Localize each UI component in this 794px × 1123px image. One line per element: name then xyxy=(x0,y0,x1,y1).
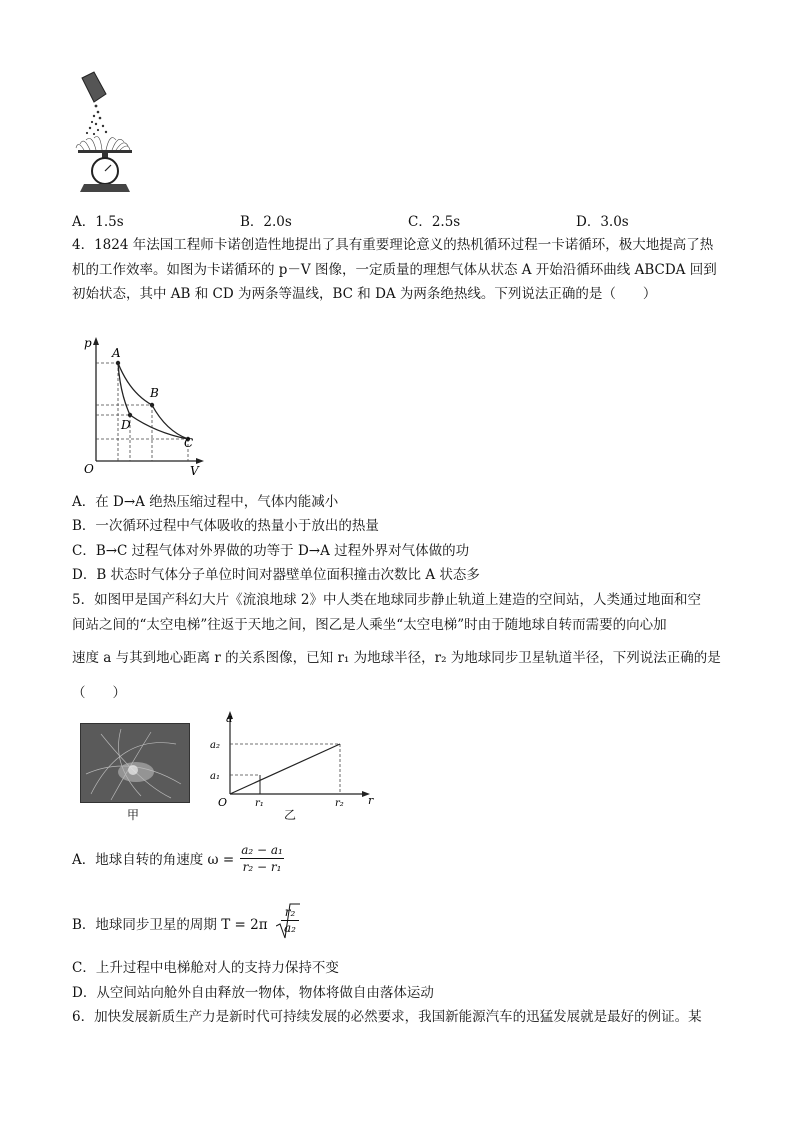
q3-option-a: A．1.5s xyxy=(72,214,124,230)
bead-scale-figure xyxy=(70,70,140,198)
adiabat-da xyxy=(118,363,130,415)
q4-option-b: B．一次循环过程中气体吸收的热量小于放出的热量 xyxy=(72,518,379,534)
a2-tick-label: a₂ xyxy=(210,740,220,751)
point-a-label: A xyxy=(112,346,121,360)
r1-tick-label: r₁ xyxy=(255,798,264,809)
q4-stem-line2: 机的工作效率。如图为卡诺循环的 p－V 图像，一定质量的理想气体从状态 A 开始沿循环曲线 ABCDA 回到 xyxy=(72,262,717,278)
point-b-label: B xyxy=(150,386,159,400)
q5-option-a-denominator: r₂ − r₁ xyxy=(242,860,282,874)
q5-option-b-numerator: r₂ xyxy=(281,905,299,921)
v-axis-label: V xyxy=(190,464,199,477)
q5-stem-line4: （ ） xyxy=(72,685,126,701)
q4-option-a: A．在 D→A 绝热压缩过程中，气体内能减小 xyxy=(72,494,339,510)
q5-option-a-fraction xyxy=(240,842,284,875)
isotherm-ab xyxy=(118,363,152,405)
q4-option-c: C．B→C 过程气体对外界做的功等于 D→A 过程外界对气体做的功 xyxy=(72,543,470,559)
q5-stem-line3: 速度 a 与其到地心距离 r 的关系图像，已知 r₁ 为地球半径，r₂ 为地球同步卫星轨道半径，下列说法正确的是 xyxy=(72,650,721,666)
q5-option-a-text: A．地球自转的角速度 ω = xyxy=(72,852,235,868)
a-vs-r-line xyxy=(230,744,340,794)
q5-option-b-denominator: a₂ xyxy=(284,921,296,935)
point-d-label: D xyxy=(121,418,131,432)
r2-tick-label: r₂ xyxy=(335,798,344,809)
p-axis-label: p xyxy=(84,336,92,350)
q4-stem-line3: 初始状态，其中 AB 和 CD 为两条等温线，BC 和 DA 为两条绝热线。下列说法正确的是（ ） xyxy=(72,286,657,302)
q4-stem-line1: 4．1824 年法国工程师卡诺创造性地提出了具有重要理论意义的热机循环过程一卡诺循环，极大地提高了热 xyxy=(72,237,714,253)
scale-plate xyxy=(78,150,132,153)
carnot-pv-diagram xyxy=(80,335,210,477)
figure-yi-label: 乙 xyxy=(284,808,297,822)
a-axis-label: a xyxy=(226,712,233,725)
q5-option-c: C．上升过程中电梯舱对人的支持力保持不变 xyxy=(72,960,339,976)
figure-jia-label: 甲 xyxy=(127,808,140,822)
q4-option-d: D．B 状态时气体分子单位时间对器壁单位面积撞击次数比 A 状态多 xyxy=(72,567,480,583)
falling-beads xyxy=(86,105,107,136)
q6-stem-line1: 6．加快发展新质生产力是新时代可持续发展的必然要求，我国新能源汽车的迅猛发展就是最好的例证。某 xyxy=(72,1009,702,1025)
q5-stem-line1: 5．如图甲是国产科幻大片《流浪地球 2》中人类在地球同步静止轨道上建造的空间站，人类通过地面和空 xyxy=(72,592,701,608)
q5-option-b-fraction xyxy=(281,905,299,936)
q3-option-d: D．3.0s xyxy=(576,214,629,230)
tilted-cup xyxy=(82,72,106,102)
q5-stem-line2: 间站之间的“太空电梯”往返于天地之间，图乙是人乘坐“太空电梯”时由于随地球自转而需要的向心加 xyxy=(72,617,667,633)
a1-tick-label: a₁ xyxy=(210,771,220,782)
guide-lines xyxy=(96,363,188,461)
p-axis-arrow xyxy=(93,337,99,345)
q5-option-b-text: B．地球同步卫星的周期 T = 2π xyxy=(72,917,268,933)
q3-option-b: B．2.0s xyxy=(240,214,292,230)
scale-base xyxy=(80,184,130,192)
photo-texture xyxy=(81,724,189,802)
q5-option-d: D．从空间站向舱外自由释放一物体，物体将做自由落体运动 xyxy=(72,985,434,1001)
r-axis-label: r xyxy=(368,794,374,807)
q3-option-c: C．2.5s xyxy=(408,214,461,230)
q5-option-a-numerator: a₂ − a₁ xyxy=(241,843,283,857)
acceleration-radius-graph xyxy=(200,708,380,810)
origin-label: O xyxy=(84,462,94,476)
bouncing-bead-lines xyxy=(76,137,130,151)
space-elevator-photo xyxy=(80,723,190,803)
point-c-label: C xyxy=(184,436,194,450)
graph-origin-label: O xyxy=(218,796,228,809)
